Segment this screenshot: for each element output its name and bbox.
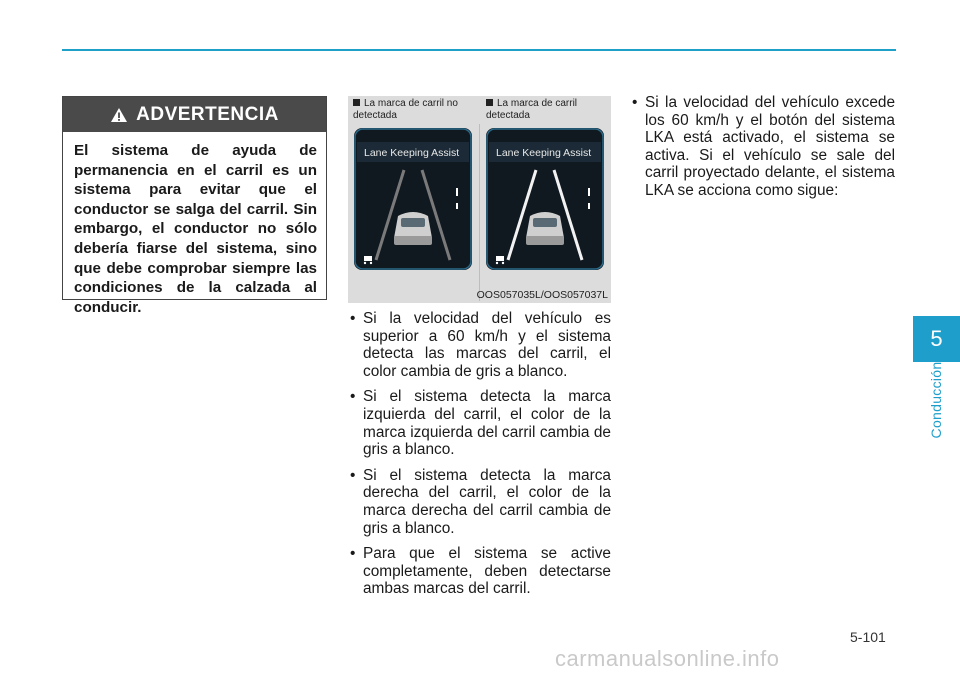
warning-header bbox=[63, 97, 326, 132]
warning-box bbox=[62, 96, 327, 316]
top-rule bbox=[62, 49, 896, 51]
figure-divider bbox=[479, 124, 480, 301]
square-bullet-icon bbox=[486, 99, 493, 106]
watermark: carmanualsonline.info bbox=[555, 646, 780, 671]
list-item: • Si la velocidad del vehículo es superior a 60 km/h y el sistema detecta las marcas del carril, el color cambia de gris a blanco. bbox=[348, 310, 611, 380]
page-number: 5-101 bbox=[850, 629, 886, 645]
list-item: • Si el sistema detecta la marca derecha del carril, el color de la marca derecha del carril cambia de gris a blanco. bbox=[348, 467, 611, 537]
warning-title: ADVERTENCIA bbox=[136, 103, 279, 125]
list-item: • Para que el sistema se active completamente, deben detectarse ambas marcas del carril. bbox=[348, 545, 611, 598]
screen-title-right: Lane Keeping Assist bbox=[496, 147, 592, 159]
figure-code: OOS057035L/OOS057037L bbox=[476, 289, 608, 301]
warning-text: El sistema de ayuda de permanencia en el carril es un sistema para evitar que el conductor se salga del carril. Sin embargo, el conductor no sólo debería fiarse del sistema, sino que debe comprobar siempre las condiciones de la calzada al conducir. bbox=[74, 142, 317, 316]
car-rear-icon bbox=[526, 212, 564, 245]
lka-screen-detected bbox=[486, 128, 604, 270]
section-number-tab: 5 bbox=[913, 316, 960, 362]
car-rear-icon bbox=[394, 212, 432, 245]
figure-label-left: La marca de carril no detectada bbox=[353, 98, 458, 121]
square-bullet-icon bbox=[353, 99, 360, 106]
screen-title-left: Lane Keeping Assist bbox=[364, 147, 460, 159]
figure-label-right: La marca de carril detectada bbox=[486, 98, 578, 121]
lka-figure bbox=[348, 96, 611, 303]
bullet-list-col3 bbox=[630, 94, 895, 208]
list-item: • Si el sistema detecta la marca izquierda del carril, el color de la marca izquierda del carril cambia de gris a blanco. bbox=[348, 388, 611, 458]
warning-triangle-icon bbox=[110, 107, 128, 123]
section-label: Conducción bbox=[928, 361, 944, 439]
bullet-list-col2 bbox=[348, 310, 611, 606]
list-item: • Si la velocidad del vehículo excede los 60 km/h y el botón del sistema LKA está activado, el sistema se activa. Si el vehículo se sale del carril proyectado delante, el sistema LKA se acciona como sigue: bbox=[630, 94, 895, 200]
lka-screen-not-detected bbox=[354, 128, 472, 270]
